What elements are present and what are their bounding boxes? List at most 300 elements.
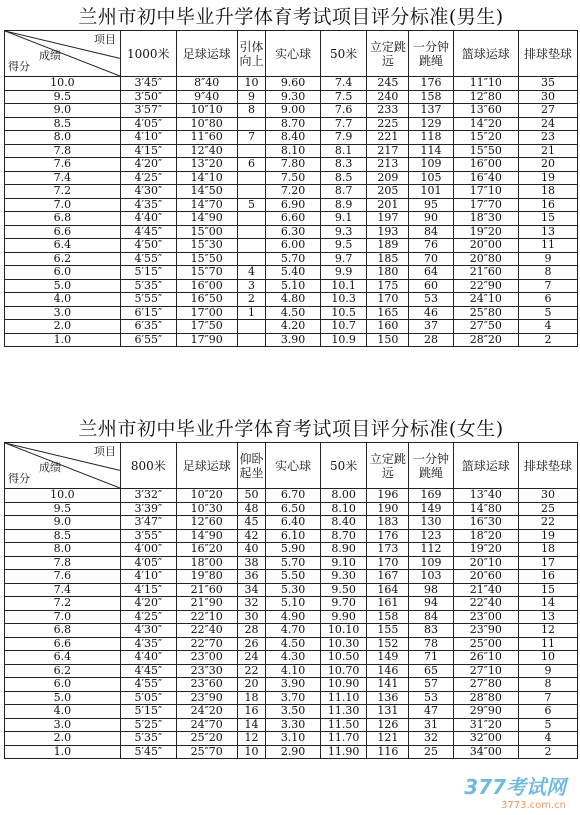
table-cell: 20″00 bbox=[453, 239, 518, 253]
table-cell: 7.6 bbox=[320, 104, 366, 118]
table-cell: 5′45″ bbox=[120, 745, 176, 759]
table-cell: 9.90 bbox=[320, 610, 366, 624]
table-cell: 16 bbox=[518, 198, 577, 212]
table-row bbox=[5, 171, 578, 185]
table-row bbox=[5, 529, 578, 543]
table-cell: 4.10 bbox=[266, 664, 321, 678]
score-cell: 6.4 bbox=[5, 239, 121, 253]
table-cell: 9.3 bbox=[320, 225, 366, 239]
score-cell: 7.8 bbox=[5, 144, 121, 158]
table-row bbox=[5, 637, 578, 651]
table-cell: 4′15″ bbox=[120, 583, 176, 597]
table-cell: 114 bbox=[409, 144, 453, 158]
table-cell: 8.10 bbox=[266, 144, 321, 158]
table-cell: 149 bbox=[367, 651, 409, 665]
table-row bbox=[5, 651, 578, 665]
table-cell: 4′10″ bbox=[120, 131, 176, 145]
table-cell: 17″50 bbox=[176, 320, 237, 334]
table-cell: 9.5 bbox=[320, 239, 366, 253]
table-cell: 240 bbox=[367, 90, 409, 104]
column-header: 篮球运球 bbox=[453, 443, 518, 489]
table-cell: 4′25″ bbox=[120, 171, 176, 185]
table-cell: 109 bbox=[409, 158, 453, 172]
corner-score-label: 得分 bbox=[8, 60, 30, 73]
table-cell: 19 bbox=[518, 171, 577, 185]
table-cell: 13 bbox=[518, 610, 577, 624]
table-cell: 185 bbox=[367, 252, 409, 266]
table-cell: 25″00 bbox=[453, 637, 518, 651]
table-cell: 14 bbox=[518, 597, 577, 611]
table-cell: 71 bbox=[409, 651, 453, 665]
column-header: 足球运球 bbox=[176, 443, 237, 489]
table-cell: 233 bbox=[367, 104, 409, 118]
table-cell: 2 bbox=[518, 745, 577, 759]
table-cell: 4′15″ bbox=[120, 144, 176, 158]
table-cell: 10″20 bbox=[176, 489, 237, 503]
table-cell: 3.90 bbox=[266, 333, 321, 347]
table-cell: 17″70 bbox=[453, 198, 518, 212]
table-cell: 10.9 bbox=[320, 333, 366, 347]
table-row bbox=[5, 624, 578, 638]
table-cell: 12″40 bbox=[176, 144, 237, 158]
table-cell: 16″30 bbox=[453, 516, 518, 530]
table-cell: 95 bbox=[409, 198, 453, 212]
table-cell: 16 bbox=[237, 705, 265, 719]
table-cell: 14″90 bbox=[176, 212, 237, 226]
table-cell: 21″90 bbox=[176, 597, 237, 611]
table-cell: 161 bbox=[367, 597, 409, 611]
table-cell: 20″10 bbox=[453, 556, 518, 570]
corner-cell bbox=[5, 443, 121, 489]
score-cell: 4.0 bbox=[5, 705, 121, 719]
table-cell: 5.10 bbox=[266, 279, 321, 293]
table-cell: 4′20″ bbox=[120, 597, 176, 611]
table-cell: 6 bbox=[518, 705, 577, 719]
score-cell: 5.0 bbox=[5, 279, 121, 293]
table-cell: 8 bbox=[518, 266, 577, 280]
table-cell: 5 bbox=[237, 198, 265, 212]
table-cell: 4′00″ bbox=[120, 543, 176, 557]
table-cell: 6 bbox=[237, 158, 265, 172]
table-cell: 103 bbox=[409, 570, 453, 584]
table-cell: 15″20 bbox=[453, 131, 518, 145]
table-row bbox=[5, 320, 578, 334]
table-cell bbox=[237, 171, 265, 185]
table-cell: 14 bbox=[237, 718, 265, 732]
table-cell: 17″10 bbox=[453, 185, 518, 199]
column-header: 一分钟跳绳 bbox=[409, 443, 453, 489]
column-header: 篮球运球 bbox=[453, 31, 518, 77]
score-cell: 6.6 bbox=[5, 637, 121, 651]
table-cell bbox=[237, 212, 265, 226]
table-cell: 9.7 bbox=[320, 252, 366, 266]
score-cell: 7.2 bbox=[5, 185, 121, 199]
table-cell: 5′05″ bbox=[120, 691, 176, 705]
table-cell: 4′45″ bbox=[120, 664, 176, 678]
table-cell: 10 bbox=[237, 745, 265, 759]
table-row bbox=[5, 212, 578, 226]
boys-section bbox=[4, 4, 578, 347]
table-cell: 3′57″ bbox=[120, 104, 176, 118]
table-cell: 84 bbox=[409, 610, 453, 624]
score-cell: 7.6 bbox=[5, 158, 121, 172]
table-cell: 4′25″ bbox=[120, 610, 176, 624]
table-cell: 9.30 bbox=[266, 90, 321, 104]
table-cell: 5′35″ bbox=[120, 732, 176, 746]
table-cell: 23 bbox=[518, 131, 577, 145]
table-cell: 53 bbox=[409, 691, 453, 705]
table-cell: 6.10 bbox=[266, 529, 321, 543]
table-cell: 7 bbox=[237, 131, 265, 145]
table-cell: 4′05″ bbox=[120, 117, 176, 131]
table-cell: 101 bbox=[409, 185, 453, 199]
table-cell: 60 bbox=[409, 279, 453, 293]
table-cell: 83 bbox=[409, 624, 453, 638]
table-cell: 4 bbox=[237, 266, 265, 280]
table-cell bbox=[237, 225, 265, 239]
table-cell: 7.5 bbox=[320, 90, 366, 104]
table-cell: 16″00 bbox=[176, 279, 237, 293]
table-cell: 9.10 bbox=[320, 556, 366, 570]
table-cell: 245 bbox=[367, 77, 409, 91]
table-cell: 196 bbox=[367, 489, 409, 503]
table-cell: 14″20 bbox=[453, 117, 518, 131]
table-cell: 8.10 bbox=[320, 502, 366, 516]
table-cell: 20″60 bbox=[453, 570, 518, 584]
table-cell: 170 bbox=[367, 293, 409, 307]
table-cell: 26 bbox=[237, 637, 265, 651]
table-row bbox=[5, 570, 578, 584]
table-cell: 50 bbox=[237, 489, 265, 503]
table-cell: 158 bbox=[409, 90, 453, 104]
score-cell: 8.5 bbox=[5, 529, 121, 543]
score-cell: 7.6 bbox=[5, 570, 121, 584]
table-cell: 193 bbox=[367, 225, 409, 239]
table-cell: 7.7 bbox=[320, 117, 366, 131]
table-cell: 167 bbox=[367, 570, 409, 584]
table-cell: 217 bbox=[367, 144, 409, 158]
table-row bbox=[5, 732, 578, 746]
table-cell: 45 bbox=[237, 516, 265, 530]
table-cell: 25″80 bbox=[453, 306, 518, 320]
table-cell: 4′20″ bbox=[120, 158, 176, 172]
table-cell: 8.40 bbox=[266, 131, 321, 145]
table-cell: 34 bbox=[237, 583, 265, 597]
table-cell: 6.00 bbox=[266, 239, 321, 253]
table-cell: 94 bbox=[409, 597, 453, 611]
table-row bbox=[5, 543, 578, 557]
table-cell: 6.70 bbox=[266, 489, 321, 503]
table-cell: 4 bbox=[518, 732, 577, 746]
table-cell: 8.5 bbox=[320, 171, 366, 185]
table-cell: 4.50 bbox=[266, 637, 321, 651]
table-row bbox=[5, 239, 578, 253]
table-cell: 4′40″ bbox=[120, 212, 176, 226]
table-row bbox=[5, 117, 578, 131]
table-cell: 8″40 bbox=[176, 77, 237, 91]
table-row bbox=[5, 489, 578, 503]
table-cell: 24″10 bbox=[453, 293, 518, 307]
table-cell: 18 bbox=[518, 543, 577, 557]
table-cell: 4 bbox=[518, 320, 577, 334]
table-cell: 23″00 bbox=[453, 610, 518, 624]
table-row bbox=[5, 279, 578, 293]
table-cell: 8 bbox=[518, 678, 577, 692]
table-cell: 10.1 bbox=[320, 279, 366, 293]
table-cell: 27″50 bbox=[453, 320, 518, 334]
table-cell: 6 bbox=[518, 293, 577, 307]
table-cell: 30 bbox=[237, 610, 265, 624]
table-cell: 14″70 bbox=[176, 198, 237, 212]
table-cell bbox=[237, 252, 265, 266]
score-cell: 6.8 bbox=[5, 624, 121, 638]
table-cell: 10.70 bbox=[320, 664, 366, 678]
table-cell: 9.70 bbox=[320, 597, 366, 611]
table-cell: 8.70 bbox=[320, 529, 366, 543]
table-cell: 130 bbox=[409, 516, 453, 530]
table-cell: 5.70 bbox=[266, 556, 321, 570]
table-cell: 10.3 bbox=[320, 293, 366, 307]
table-cell: 12″60 bbox=[176, 516, 237, 530]
score-cell: 3.0 bbox=[5, 306, 121, 320]
table-cell: 201 bbox=[367, 198, 409, 212]
table-cell: 19 bbox=[518, 529, 577, 543]
table-cell: 18 bbox=[237, 691, 265, 705]
score-cell: 6.0 bbox=[5, 678, 121, 692]
column-header: 足球运球 bbox=[176, 31, 237, 77]
table-cell: 15″70 bbox=[176, 266, 237, 280]
table-cell: 7 bbox=[518, 279, 577, 293]
table-cell bbox=[237, 144, 265, 158]
table-cell: 8.70 bbox=[266, 117, 321, 131]
table-cell: 7.4 bbox=[320, 77, 366, 91]
table-cell: 11.90 bbox=[320, 745, 366, 759]
table-cell: 1 bbox=[237, 306, 265, 320]
table-cell: 3.10 bbox=[266, 732, 321, 746]
score-cell: 7.0 bbox=[5, 198, 121, 212]
table-cell: 10″10 bbox=[176, 104, 237, 118]
table-row bbox=[5, 144, 578, 158]
table-cell: 30 bbox=[518, 90, 577, 104]
table-row bbox=[5, 90, 578, 104]
table-cell: 23″00 bbox=[176, 651, 237, 665]
table-cell: 11.70 bbox=[320, 732, 366, 746]
table-cell: 14″10 bbox=[176, 171, 237, 185]
table-cell: 152 bbox=[367, 637, 409, 651]
table-cell: 22 bbox=[518, 516, 577, 530]
table-cell: 4.90 bbox=[266, 610, 321, 624]
table-cell: 137 bbox=[409, 104, 453, 118]
table-cell: 5′15″ bbox=[120, 705, 176, 719]
table-cell: 17″00 bbox=[176, 306, 237, 320]
table-cell: 10″30 bbox=[176, 502, 237, 516]
table-cell: 84 bbox=[409, 225, 453, 239]
table-cell: 146 bbox=[367, 664, 409, 678]
table-cell: 28″80 bbox=[453, 691, 518, 705]
column-header: 引体向上 bbox=[237, 31, 265, 77]
score-cell: 6.2 bbox=[5, 664, 121, 678]
watermark-logo-text: 377考试网 bbox=[464, 775, 566, 799]
table-row bbox=[5, 77, 578, 91]
table-row bbox=[5, 745, 578, 759]
table-cell: 6′15″ bbox=[120, 306, 176, 320]
table-cell: 4′55″ bbox=[120, 252, 176, 266]
table-cell: 16″40 bbox=[453, 171, 518, 185]
table-cell: 9.30 bbox=[320, 570, 366, 584]
table-cell bbox=[237, 117, 265, 131]
table-cell: 5.40 bbox=[266, 266, 321, 280]
girls-section bbox=[4, 416, 578, 759]
table-cell: 10.10 bbox=[320, 624, 366, 638]
table-cell: 15 bbox=[518, 212, 577, 226]
table-cell: 131 bbox=[367, 705, 409, 719]
table-cell: 9 bbox=[518, 252, 577, 266]
table-cell: 4.50 bbox=[266, 306, 321, 320]
table-cell: 78 bbox=[409, 637, 453, 651]
table-cell: 22″40 bbox=[176, 624, 237, 638]
table-cell: 8.90 bbox=[320, 543, 366, 557]
column-header: 50米 bbox=[320, 31, 366, 77]
table-row bbox=[5, 597, 578, 611]
table-cell: 3.70 bbox=[266, 691, 321, 705]
table-row bbox=[5, 583, 578, 597]
table-cell: 70 bbox=[409, 252, 453, 266]
score-cell: 6.8 bbox=[5, 212, 121, 226]
table-cell: 31 bbox=[409, 718, 453, 732]
table-cell: 21″60 bbox=[453, 266, 518, 280]
table-cell: 175 bbox=[367, 279, 409, 293]
table-cell: 17″90 bbox=[176, 333, 237, 347]
girls-title: 兰州市初中毕业升学体育考试项目评分标准(女生) bbox=[78, 418, 504, 440]
table-cell: 11″10 bbox=[453, 77, 518, 91]
table-cell: 189 bbox=[367, 239, 409, 253]
table-cell: 16″00 bbox=[453, 158, 518, 172]
table-cell: 18″00 bbox=[176, 556, 237, 570]
score-cell: 6.4 bbox=[5, 651, 121, 665]
table-cell: 4.30 bbox=[266, 651, 321, 665]
table-cell: 190 bbox=[367, 502, 409, 516]
score-cell: 3.0 bbox=[5, 718, 121, 732]
table-row bbox=[5, 266, 578, 280]
column-header: 1000米 bbox=[120, 31, 176, 77]
table-row bbox=[5, 104, 578, 118]
table-cell: 34″00 bbox=[453, 745, 518, 759]
table-cell: 20 bbox=[237, 678, 265, 692]
table-cell: 47 bbox=[409, 705, 453, 719]
table-cell: 3′55″ bbox=[120, 529, 176, 543]
table-cell: 8.3 bbox=[320, 158, 366, 172]
table-cell: 12 bbox=[237, 732, 265, 746]
table-cell: 25 bbox=[409, 745, 453, 759]
girls-header-row bbox=[5, 443, 578, 489]
table-cell: 8.40 bbox=[320, 516, 366, 530]
score-cell: 7.0 bbox=[5, 610, 121, 624]
table-cell: 173 bbox=[367, 543, 409, 557]
table-cell: 76 bbox=[409, 239, 453, 253]
table-cell: 197 bbox=[367, 212, 409, 226]
table-cell: 136 bbox=[367, 691, 409, 705]
score-cell: 6.6 bbox=[5, 225, 121, 239]
score-cell: 9.5 bbox=[5, 502, 121, 516]
table-cell: 22 bbox=[237, 664, 265, 678]
table-cell: 3.30 bbox=[266, 718, 321, 732]
table-cell: 19″20 bbox=[453, 225, 518, 239]
boys-table-body bbox=[5, 77, 578, 347]
table-cell: 28 bbox=[409, 333, 453, 347]
score-cell: 7.4 bbox=[5, 171, 121, 185]
table-cell: 31″20 bbox=[453, 718, 518, 732]
table-cell: 25″20 bbox=[176, 732, 237, 746]
table-cell: 15″00 bbox=[176, 225, 237, 239]
corner-item-label: 项目 bbox=[93, 445, 116, 458]
table-cell: 28″20 bbox=[453, 333, 518, 347]
table-cell: 4.20 bbox=[266, 320, 321, 334]
table-row bbox=[5, 198, 578, 212]
table-cell: 10 bbox=[237, 77, 265, 91]
table-row bbox=[5, 705, 578, 719]
table-row bbox=[5, 502, 578, 516]
table-cell: 7.50 bbox=[266, 171, 321, 185]
table-cell: 6.30 bbox=[266, 225, 321, 239]
table-cell: 8 bbox=[237, 104, 265, 118]
table-cell: 12 bbox=[518, 624, 577, 638]
table-cell: 3.90 bbox=[266, 678, 321, 692]
table-cell: 5′55″ bbox=[120, 293, 176, 307]
corner-score-label: 得分 bbox=[8, 472, 30, 485]
table-cell: 209 bbox=[367, 171, 409, 185]
table-cell: 11.10 bbox=[320, 691, 366, 705]
table-cell: 126 bbox=[367, 718, 409, 732]
table-cell: 3 bbox=[237, 279, 265, 293]
table-cell: 22″10 bbox=[176, 610, 237, 624]
corner-item-label: 项目 bbox=[93, 33, 116, 46]
column-header: 排球垫球 bbox=[518, 31, 577, 77]
table-cell: 14″90 bbox=[176, 529, 237, 543]
table-cell: 4′35″ bbox=[120, 637, 176, 651]
table-cell: 22″90 bbox=[453, 279, 518, 293]
table-cell: 4′45″ bbox=[120, 225, 176, 239]
table-cell: 7.9 bbox=[320, 131, 366, 145]
table-cell: 11″60 bbox=[176, 131, 237, 145]
table-cell: 19″80 bbox=[176, 570, 237, 584]
column-header: 仰卧起坐 bbox=[237, 443, 265, 489]
table-cell: 176 bbox=[409, 77, 453, 91]
table-cell: 30 bbox=[518, 489, 577, 503]
girls-table-body bbox=[5, 489, 578, 759]
table-cell: 25 bbox=[518, 502, 577, 516]
table-cell: 24″20 bbox=[176, 705, 237, 719]
table-cell: 35 bbox=[518, 77, 577, 91]
table-cell: 225 bbox=[367, 117, 409, 131]
table-cell: 26″10 bbox=[453, 651, 518, 665]
table-cell: 98 bbox=[409, 583, 453, 597]
column-header: 800米 bbox=[120, 443, 176, 489]
table-row bbox=[5, 293, 578, 307]
table-cell bbox=[237, 333, 265, 347]
score-cell: 8.0 bbox=[5, 131, 121, 145]
table-cell: 4.80 bbox=[266, 293, 321, 307]
table-cell: 27″10 bbox=[453, 664, 518, 678]
table-cell: 27 bbox=[518, 104, 577, 118]
table-cell: 141 bbox=[367, 678, 409, 692]
table-cell: 4′30″ bbox=[120, 624, 176, 638]
table-cell: 53 bbox=[409, 293, 453, 307]
score-cell: 1.0 bbox=[5, 333, 121, 347]
table-cell: 6.90 bbox=[266, 198, 321, 212]
table-row bbox=[5, 516, 578, 530]
table-cell: 23″30 bbox=[176, 664, 237, 678]
table-cell: 5 bbox=[518, 306, 577, 320]
